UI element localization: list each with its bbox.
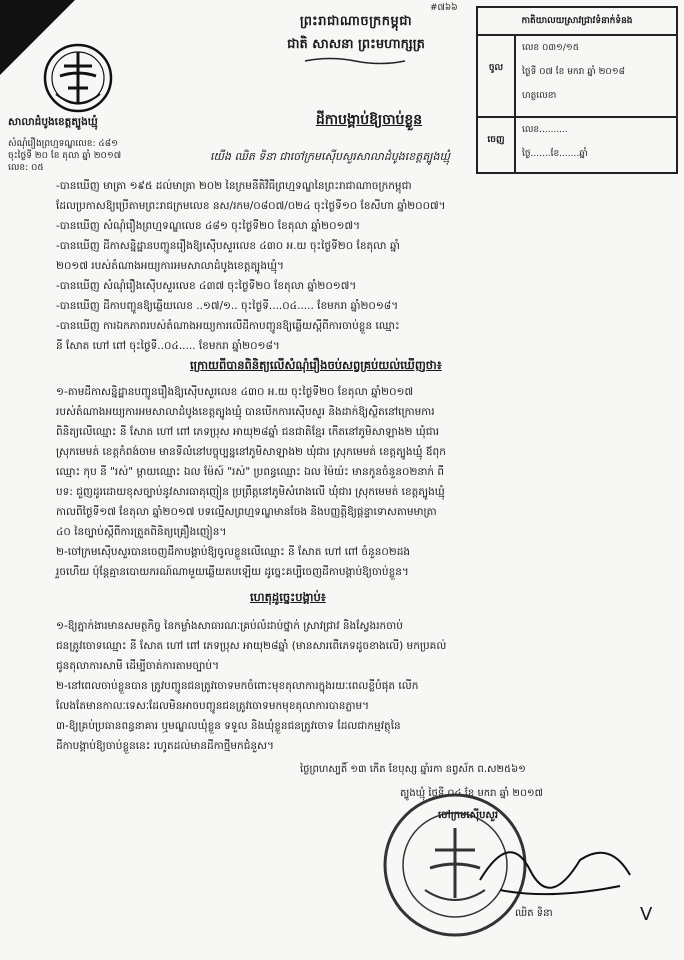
outgoing-line: ថ្ងៃ.......ខែ.......ឆ្នាំ (522, 149, 588, 159)
solar-date: ត្បូងឃ្មុំ ថ្ងៃទី ០៤ ខែ មករា ឆ្នាំ ២០១៧ (400, 788, 543, 799)
case-number: សំណុំរឿងព្រហ្មទណ្ឌលេខ: ៤៨១ (8, 139, 118, 149)
recital-line: -បានឃើញ មាត្រា ១៩៥ ដល់មាត្រា ២០២ នៃក្រមនីតិវិធីព្រហ្មទណ្ឌនៃព្រះរាជាណាចក្រកម្ពុជា (56, 180, 412, 192)
recital-line: ដែលប្រកាសឱ្យប្រើតាមព្រះរាជក្រមលេខ នស/រកម/០៨០៧/០២៤ ចុះថ្ងៃទី១០ ខែសីហា ឆ្នាំ២០០៧។ (56, 200, 446, 212)
order-heading: ហេតុដូច្នេះបង្គាប់៖ (250, 590, 326, 604)
findings-line: ពិនិត្យលើឈ្មោះ នី សែាត ហៅ ពៅ ភេទប្រុស អាយុ២៨ឆ្នាំ ជនជាតិខ្មែរ កើតនៅភូមិសាឡាង២ ឃុំជារ (56, 426, 440, 438)
signer-title: ចៅក្រមស៊ើបសួរ (438, 810, 499, 821)
findings-line: ១-តាមដីកាសន្និដ្ឋានបញ្ជូនរឿងឱ្យស៊ើបសួរលេខ ៤៣០ អ.យ ចុះថ្ងៃទី២០ ខែតុលា ឆ្នាំ២០១៧ (56, 386, 414, 398)
check-mark: V (640, 904, 653, 925)
outgoing-section (478, 116, 676, 172)
national-motto: ជាតិ សាសនា ព្រះមហាក្សត្រ (287, 37, 425, 52)
court-emblem-icon (38, 42, 118, 114)
lunar-date: ថ្ងៃព្រហស្បតិ៍ ១៣ កើត ខែបុស្ស ឆ្នាំរកា នព្វស័ក ព.ស២៥៦១ (300, 764, 526, 775)
order-line: ដីកាបង្គាប់ឱ្យចាប់ខ្លួននេះ រហូតដល់មានដីកាថ្មីមកជំនួស។ (56, 740, 274, 752)
order-line: ជនត្រូវចោទឈ្មោះ នី សែាត ហៅ ពៅ ភេទប្រុស អាយុ២៨ឆ្នាំ (មានសារពើភេទដូចខាងលើ) មកប្រគល់ (56, 640, 447, 652)
findings-body (56, 382, 446, 582)
office-name: សាលាដំបូងខេត្តត្បូងឃ្មុំ (8, 116, 98, 128)
outgoing-label: ចេញ (478, 116, 516, 172)
signature-icon (470, 820, 640, 910)
recital-line: -បានឃើញ ដីកាបញ្ជូនឱ្យឆ្លើយលេខ ..១៧/១.. ចុះថ្ងៃទី....០៤..... ខែមករា ឆ្នាំ២០១៨។ (56, 300, 399, 312)
findings-line: រួចហើយ ប៉ុន្តែគ្មានបោយករណ៍ណាមួយឆ្លើយតបឡើយ ដូច្នេះគប្បីចេញដីកាបង្គាប់ឱ្យចាប់ខ្លួន។ (56, 566, 409, 578)
incoming-line: ថ្ងៃទី ០៧ ខែ មករា ឆ្នាំ ២០១៨ (522, 67, 625, 77)
recital-line: -បានឃើញ ដីកាសន្និដ្ឋានបញ្ជូនរឿងឱ្យស៊ើបសួរលេខ ៤៣០ អ.យ ចុះថ្ងៃទី២០ ខែតុលា ឆ្នាំ (56, 240, 400, 252)
findings-line: បទ: ជួញដូរដោយខុសច្បាប់នូវសារធាតុញៀន ប្រព្រឹត្តនៅភូមិសំរោងលើ ឃុំជារ ស្រុកមេមត់ ខេត្តត្បូងឃ្មុំ (56, 486, 445, 498)
signer-name: ឈិត ទិនា (515, 908, 553, 919)
order-line: ៣-ឱ្យគ្រប់ប្រធានពន្ធនាគារ ឬមណ្ឌលឃុំខ្លួន ទទួល និងឃុំខ្លួនជនត្រូវចោទ ដែលជាកម្មវត្ថុនៃ (56, 720, 401, 732)
outgoing-line: លេខ.......... (522, 125, 568, 135)
findings-line: ឈ្មោះ កុប នី "រស់" ម្តាយឈ្មោះ ឯល ម៉ែស៍ "រស់" ប្រពន្ធឈ្មោះ ឯល ម៉ៃយ៉ះ មានកូនចំនួន០២នាក់ ពី (56, 466, 445, 478)
findings-line: កាលពីថ្ងៃទី១៧ ខែតុលា ឆ្នាំ២០១៧ បទល្មើសព្រហ្មទណ្ឌមានចែង និងបញ្ញត្តិឱ្យផ្តន្ទាទោសតាមមាត្រា (56, 506, 437, 518)
findings-line: ២-ចៅក្រមស៊ើបសួរបានចេញដីកាបង្គាប់ឱ្យចូលខ្លួនលើឈ្មោះ នី សែាត ហៅ ពៅ ចំនួន០២ដង (56, 546, 411, 558)
order-number: លេខ: ០៥ (8, 163, 44, 173)
incoming-line: ហត្ថលេខា (522, 91, 557, 101)
kingdom-title: ព្រះរាជាណាចក្រកម្ពុជា (299, 14, 413, 29)
recital-line: -បានឃើញ សំណុំរឿងព្រហ្មទណ្ឌលេខ ៤៨១ ចុះថ្ងៃទី២០ ខែតុលា ឆ្នាំ២០១៧។ (56, 220, 360, 232)
recital-line: នី សែាត ហៅ ពៅ ចុះថ្ងៃទី..០៤..... ខែមករា ឆ្នាំ២០១៨។ (56, 340, 280, 352)
document-subtitle: យើង ឈិត ទិនា ជាចៅក្រមស៊ើបសួរសាលាដំបូងខេត្តត្បូងឃ្មុំ (210, 150, 450, 163)
registry-stamp-box (476, 6, 678, 174)
order-line: ជូនតុលាការសាមី ដើម្បីចាត់ការតាមច្បាប់។ (56, 660, 219, 672)
incoming-line: លេខ ០៣១/១៥ (522, 43, 580, 53)
findings-line: ស្រុកមេមត់ ខេត្តកំពង់ចាម មានទីលំនៅបច្ចុប្បន្ននៅភូមិសាឡាង២ ឃុំជារ ស្រុកមេមត់ ខេត្តត្បូងឃ្មុំ ឪពុក (56, 446, 446, 458)
reference-number: #៧៦៦ (430, 3, 458, 13)
document-title: ដីកាបង្គាប់ឱ្យចាប់ខ្លួន (315, 112, 423, 128)
recitals (56, 176, 446, 356)
findings-line: របស់តំណាងអយ្យការអមសាលាដំបូងខេត្តត្បូងឃ្មុំ បានបើកការស៊ើបសួរ និងដាក់ឱ្យស្ថិតនៅក្រោមការ (56, 406, 435, 418)
orders-body (56, 616, 446, 756)
order-line: ២-នៅពេលចាប់ខ្លួនបាន ត្រូវបញ្ជូនជនត្រូវចោទមកចំពោះមុខតុលាការក្នុងរយៈពេលខ្លីបំផុត លើក (56, 680, 419, 692)
recital-line: ២០១៧ របស់តំណាងអយ្យការអមសាលាដំបូងខេត្តត្បូងឃ្មុំ។ (56, 260, 284, 272)
stamp-box-title: កាតិយាលយស្រាវជ្រាវទំនាក់ទំនង (478, 8, 676, 36)
recital-line: -បានឃើញ សំណុំរឿងស៊ើបសួរលេខ ៤៣៧ ចុះថ្ងៃទី២០ ខែតុលា ឆ្នាំ២០១៧។ (56, 280, 357, 292)
motto-ornament (300, 56, 410, 66)
order-line: លែងតែមានកាលៈទេសៈដែលមិនអាចបញ្ជូនជនត្រូវចោទមកមុខតុលាការបានភ្លាម។ (56, 700, 370, 712)
recital-line: -បានឃើញ ការឯកភាពរបស់តំណាងអយ្យការលើដីកាបញ្ជូនឱ្យឆ្លើយស្តីពីការចាប់ខ្លួន ឈ្មោះ (56, 320, 400, 332)
findings-heading: ក្រោយពីបានពិនិត្យលើសំណុំរឿងចប់សព្វគ្រប់យល់ឃើញថា៖ (190, 358, 442, 372)
office-case-line (8, 138, 121, 174)
incoming-section (478, 34, 676, 118)
case-date: ចុះថ្ងៃទី ២០ ខែ តុលា ឆ្នាំ ២០១៧ (8, 151, 122, 161)
incoming-label: ចូល (478, 34, 516, 116)
findings-line: ៤០ នៃច្បាប់ស្តីពីការត្រួតពិនិត្យគ្រឿងញៀន។ (56, 526, 227, 538)
order-line: ១-ឱ្យភ្នាក់ងារមានសមត្ថកិច្ច នៃកម្លាំងសាធារណៈគ្រប់លំដាប់ថ្នាក់ ស្រាវជ្រាវ និងស្វែងរកចាប់ (56, 620, 403, 632)
